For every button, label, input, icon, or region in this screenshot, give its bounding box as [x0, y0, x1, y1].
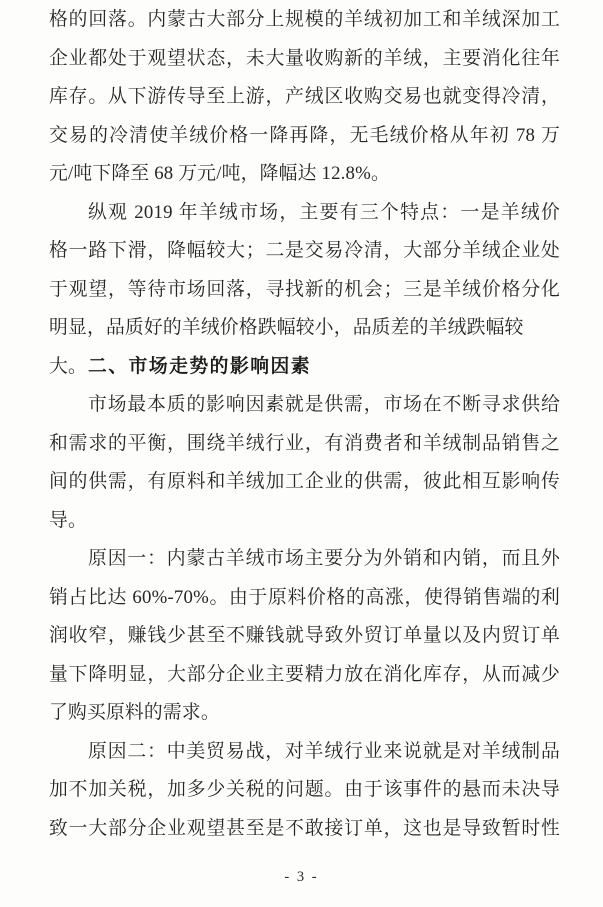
body-text [49, 1, 560, 848]
text-line: 元/吨下降至 68 万元/吨，降幅达 12.8%。 [49, 163, 390, 184]
text-line: 量下降明显，大部分企业主要精力放在消化库存，从而减少 [49, 663, 560, 685]
text-line: 间的供需，有原料和羊绒加工企业的供需，彼此相互影响传 [49, 471, 560, 492]
text-line: 企业都处于观望状态，未大量收购新的羊绒，主要消化往年 [49, 47, 560, 69]
text-line: 原因一：内蒙古羊绒市场主要分为外销和内销，而且外 [88, 548, 560, 569]
text-line: 市场最本质的影响因素就是供需，市场在不断寻求供给 [88, 394, 560, 415]
section-heading: 二、市场走势的影响因素 [88, 355, 312, 377]
text-line: 销占比达 60%-70%。由于原料价格的高涨，使得销售端的利 [49, 586, 560, 608]
text-line: 导。 [49, 509, 87, 531]
text-line: 致一大部分企业观望甚至是不敢接订单，这也是导致暂时性 [49, 817, 560, 839]
text-line: 加不加关税，加多少关税的问题。由于该事件的悬而未决导 [49, 779, 560, 800]
text-line: 原因二：中美贸易战，对羊绒行业来说就是对羊绒制品 [88, 740, 560, 762]
text-line: 了购买原料的需求。 [49, 702, 220, 723]
text-line: 格的回落。内蒙古大部分上规模的羊绒初加工和羊绒深加工 [49, 9, 560, 30]
page-number: - 3 - [284, 869, 319, 885]
text-line: 纵观 2019 年羊绒市场，主要有三个特点：一是羊绒价 [88, 201, 560, 223]
text-line: 和需求的平衡，围绕羊绒行业，有消费者和羊绒制品销售之 [49, 432, 560, 454]
text-line: 于观望，等待市场回落，寻找新的机会；三是羊绒价格分化 [49, 278, 560, 300]
text-line: 交易的冷清使羊绒价格一降再降，无毛绒价格从年初 78 万 [49, 124, 560, 146]
text-line: 润收窄，赚钱少甚至不赚钱就导致外贸订单量以及内贸订单 [49, 625, 560, 646]
text-line: 库存。从下游传导至上游，产绒区收购交易也就变得冷清， [49, 86, 560, 107]
text-line: 格一路下滑，降幅较大；二是交易冷清，大部分羊绒企业处 [49, 240, 560, 261]
text-line: 明显，品质好的羊绒价格跌幅较小，品质差的羊绒跌幅较大。 [49, 317, 524, 377]
